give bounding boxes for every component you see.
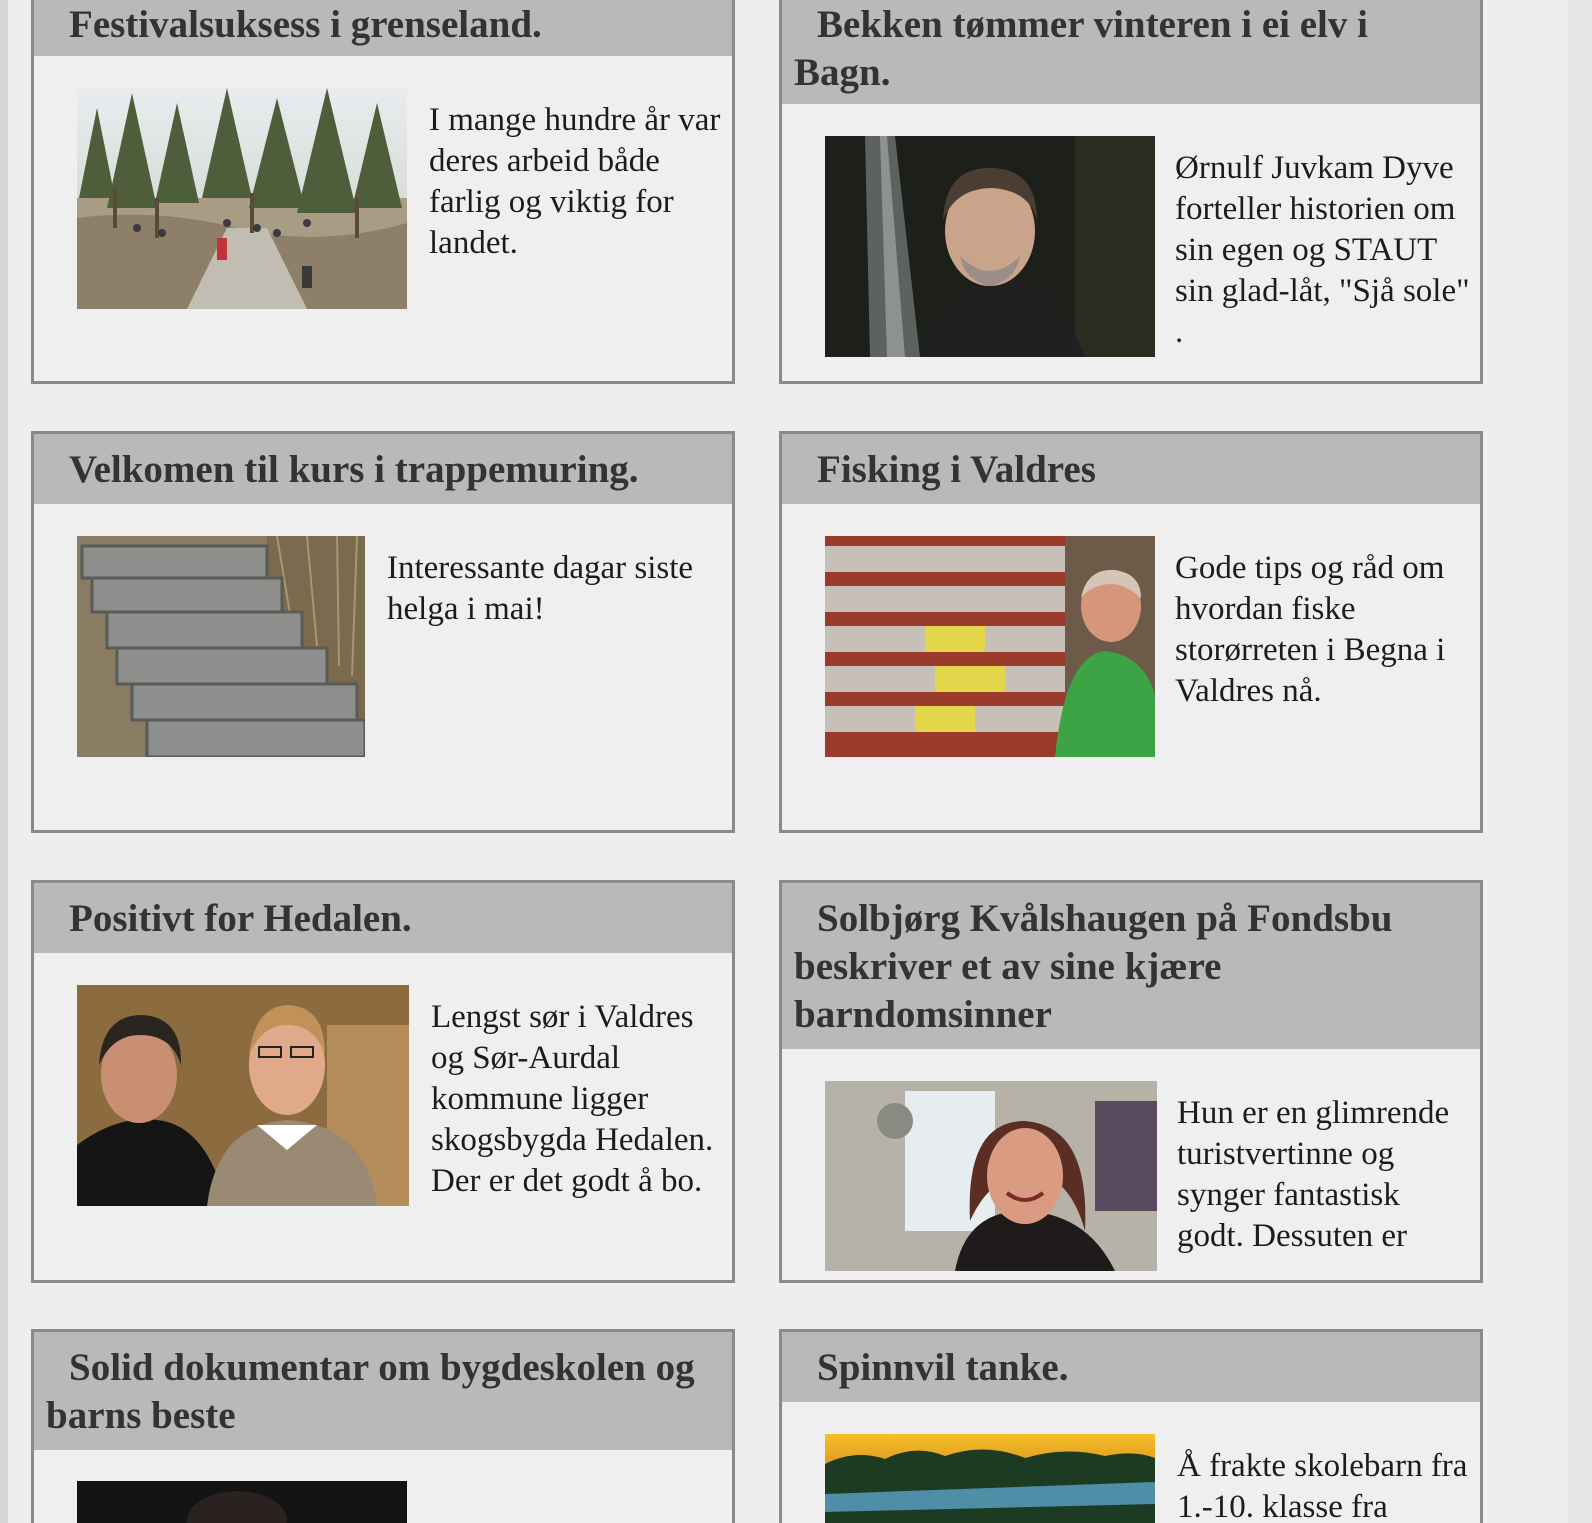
sunset-lake-photo	[825, 1434, 1155, 1523]
article-title[interactable]: Bekken tømmer vinteren i ei elv i Bagn.	[782, 0, 1480, 104]
woman-portrait-photo	[825, 1081, 1157, 1271]
article-thumbnail[interactable]	[77, 88, 407, 309]
article-thumbnail[interactable]	[77, 985, 409, 1206]
article-title[interactable]: Spinnvil tanke.	[782, 1332, 1480, 1402]
article-card-trappemuring[interactable]	[31, 431, 735, 833]
dark-photo	[77, 1481, 407, 1523]
article-card-fisking[interactable]	[779, 431, 1483, 833]
two-men-photo	[77, 985, 409, 1206]
article-thumbnail[interactable]	[825, 136, 1155, 357]
article-excerpt: I mange hundre år var deres arbeid både farlig og viktig for landet.	[429, 102, 721, 261]
article-title[interactable]: Fisking i Valdres	[782, 434, 1480, 504]
article-card-bekken[interactable]	[779, 0, 1483, 384]
article-thumbnail[interactable]	[825, 1081, 1157, 1271]
article-title[interactable]: Velkomen til kurs i trappemuring.	[34, 434, 732, 504]
man-portrait-photo	[825, 136, 1155, 357]
article-title[interactable]: Festivalsuksess i grenseland.	[34, 0, 732, 56]
article-excerpt: Å frakte skolebarn fra 1.-10. klasse fra	[1177, 1448, 1468, 1523]
article-excerpt: Ørnulf Juvkam Dyve forteller historien om sin egen og STAUT sin glad-låt, "Sjå sole" .	[1175, 150, 1470, 350]
article-thumbnail[interactable]	[77, 1481, 407, 1523]
page-left-border	[0, 0, 8, 1523]
article-card-hedalen[interactable]	[31, 880, 735, 1283]
forest-crowd-photo	[77, 88, 407, 309]
article-excerpt: Interessante dagar siste helga i mai!	[387, 550, 694, 627]
article-card-solbjorg[interactable]	[779, 880, 1483, 1283]
article-excerpt: Lengst sør i Valdres og Sør-Aurdal kommune ligger skogsbygda Hedalen. Der er det godt å bo.	[431, 999, 714, 1199]
article-card-festivalsuksess[interactable]	[31, 0, 735, 384]
article-excerpt: Gode tips og råd om hvordan fiske storørreten i Begna i Valdres nå.	[1175, 550, 1446, 709]
article-excerpt: Hun er en glimrende turistvertinne og synger fantastisk godt. Dessuten er	[1177, 1095, 1450, 1254]
fishing-shop-photo	[825, 536, 1155, 757]
article-title[interactable]: Solbjørg Kvålshaugen på Fondsbu beskriver et av sine kjære barndomsinner	[782, 883, 1480, 1049]
page-right-gutter	[1568, 0, 1592, 1523]
article-card-spinnvil[interactable]	[779, 1329, 1483, 1523]
article-card-dokumentar[interactable]	[31, 1329, 735, 1523]
article-thumbnail[interactable]	[825, 536, 1155, 757]
article-thumbnail[interactable]	[825, 1434, 1155, 1523]
article-title[interactable]: Solid dokumentar om bygdeskolen og barns beste	[34, 1332, 732, 1450]
article-thumbnail[interactable]	[77, 536, 365, 757]
stone-stairs-photo	[77, 536, 365, 757]
article-title[interactable]: Positivt for Hedalen.	[34, 883, 732, 953]
